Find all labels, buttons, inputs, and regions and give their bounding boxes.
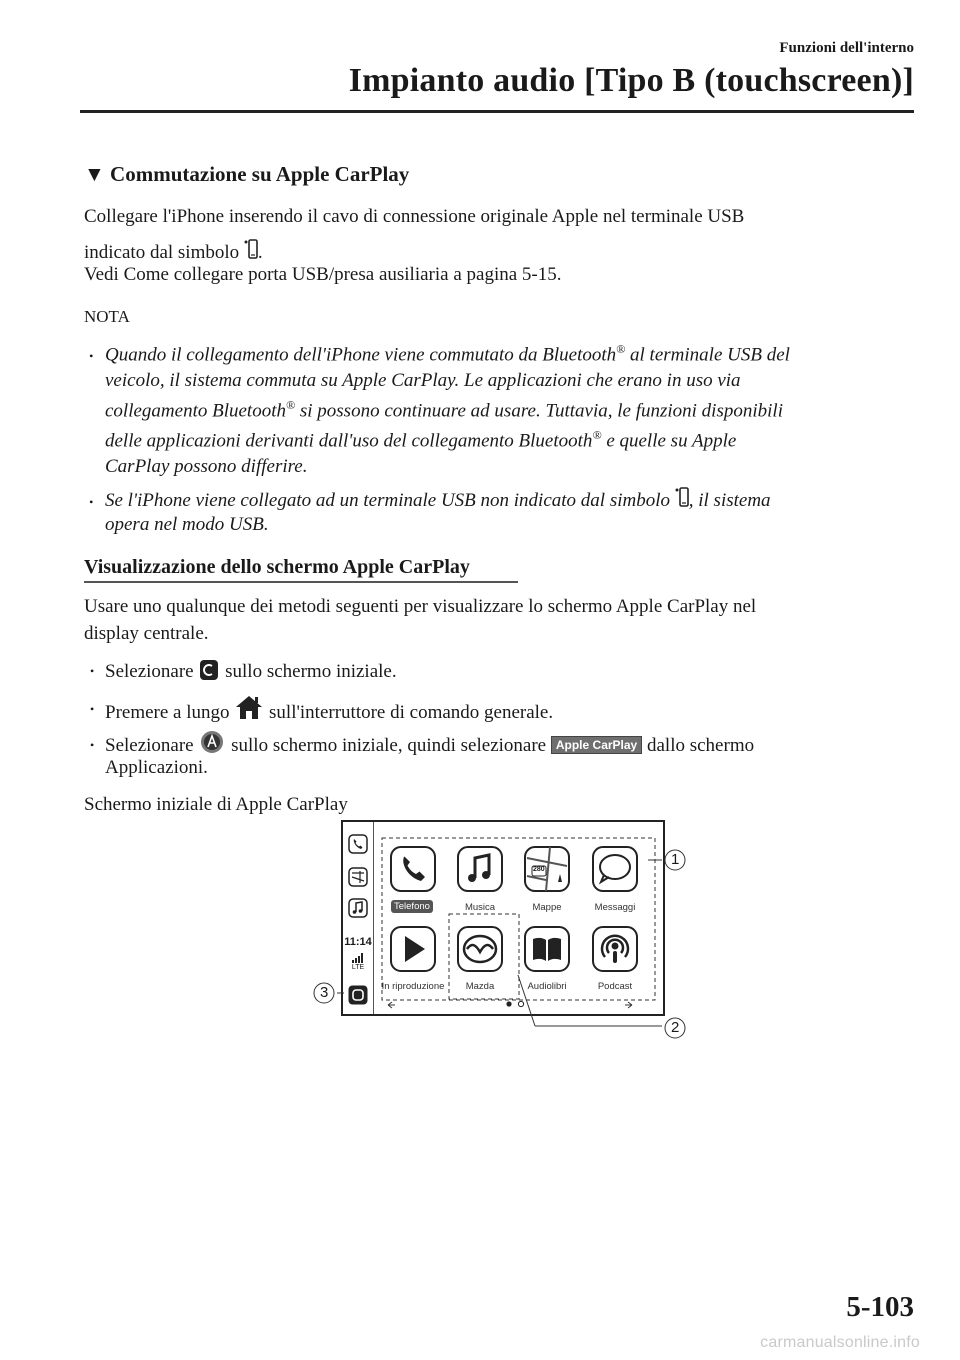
nota-label: NOTA <box>84 307 130 326</box>
callout-2: 2 <box>671 1019 680 1036</box>
page-title: Impianto audio [Tipo B (touchscreen)] <box>348 62 914 99</box>
section-label: Funzioni dell'interno <box>779 40 914 56</box>
app-label-mazda: Mazda <box>465 981 495 992</box>
display-para-line-1: Usare uno qualunque dei metodi seguenti per visualizzare lo schermo Apple CarPlay nel <box>84 596 757 617</box>
clock-time: 11:14 <box>344 936 372 948</box>
callout-1: 1 <box>671 851 680 868</box>
method-2: Premere a lungo sull'interruttore di comando generale. <box>105 694 553 727</box>
method-3: Selezionare sullo schermo iniziale, quindi selezionare Apple CarPlay dallo schermo <box>105 729 754 762</box>
app-label-messaggi: Messaggi <box>594 902 636 913</box>
nota-b2-line-1: Se l'iPhone viene collegato ad un terminale USB non indicato dal simbolo , il sistema <box>105 486 771 517</box>
nota-b1-line-5: CarPlay possono differire. <box>105 456 308 477</box>
nota-b1-line-2: veicolo, il sistema commuta su Apple CarPlay. Le applicazioni che erano in uso via <box>105 370 741 391</box>
section-heading-text: Commutazione su Apple CarPlay <box>110 162 410 186</box>
registered-mark: ® <box>592 428 602 442</box>
method-bullet-2: • <box>90 702 95 716</box>
nota-bullet-1: • <box>89 349 94 363</box>
app-label-in-riproduzione: In riproduzione <box>381 981 445 992</box>
section-heading <box>84 162 409 187</box>
nota-b1-line-3: collegamento Bluetooth® si possono continuare ad usare. Tuttavia, le funzioni disponibili <box>105 398 783 422</box>
app-label-mappe: Mappe <box>532 902 562 913</box>
apple-carplay-button-label: Apple CarPlay <box>551 736 642 754</box>
nota-bullet-2: • <box>89 495 94 509</box>
app-label-audiolibri: Audiolibri <box>527 981 567 992</box>
method-1: Selezionare sullo schermo iniziale. <box>105 659 397 688</box>
watermark: carmanualsonline.info <box>760 1334 920 1351</box>
map-route-badge: 280 <box>533 866 545 873</box>
registered-mark: ® <box>285 398 296 412</box>
nota-b2-line-2: opera nel modo USB. <box>105 514 269 535</box>
app-label-musica: Musica <box>464 902 496 913</box>
network-type: LTE <box>351 964 365 971</box>
triangle-marker-icon: ▼ <box>84 162 105 186</box>
nota-b1-line-1: Quando il collegamento dell'iPhone viene commutato da Bluetooth® al terminale USB del <box>105 342 790 366</box>
callout-3: 3 <box>320 984 329 1001</box>
app-label-podcast: Podcast <box>597 981 633 992</box>
home-icon <box>234 694 264 727</box>
intro-line-3: Vedi Come collegare porta USB/presa ausiliaria a pagina 5-15. <box>84 264 562 285</box>
display-para-line-2: display centrale. <box>84 623 209 644</box>
intro-line-2: indicato dal simbolo . <box>84 238 263 269</box>
page-number: 5-103 <box>846 1291 914 1323</box>
app-label-telefono: Telefono <box>391 901 433 912</box>
figure-caption: Schermo iniziale di Apple CarPlay <box>84 794 348 815</box>
intro-line-1: Collegare l'iPhone inserendo il cavo di connessione originale Apple nel terminale USB <box>84 206 745 227</box>
carplay-home-icon <box>198 659 220 688</box>
method-bullet-1: • <box>90 664 95 678</box>
subheading-display: Visualizzazione dello schermo Apple CarPlay <box>84 556 470 578</box>
subheading-underline <box>84 581 518 583</box>
registered-mark: ® <box>616 342 626 356</box>
usb-phone-icon <box>675 486 689 517</box>
callout-leaders <box>300 830 720 1050</box>
method-bullet-3: • <box>90 738 95 752</box>
method-3-line-2: Applicazioni. <box>105 757 208 778</box>
header-rule <box>80 110 914 113</box>
nota-b1-line-4: delle applicazioni derivanti dall'uso del collegamento Bluetooth® e quelle su Apple <box>105 428 737 452</box>
